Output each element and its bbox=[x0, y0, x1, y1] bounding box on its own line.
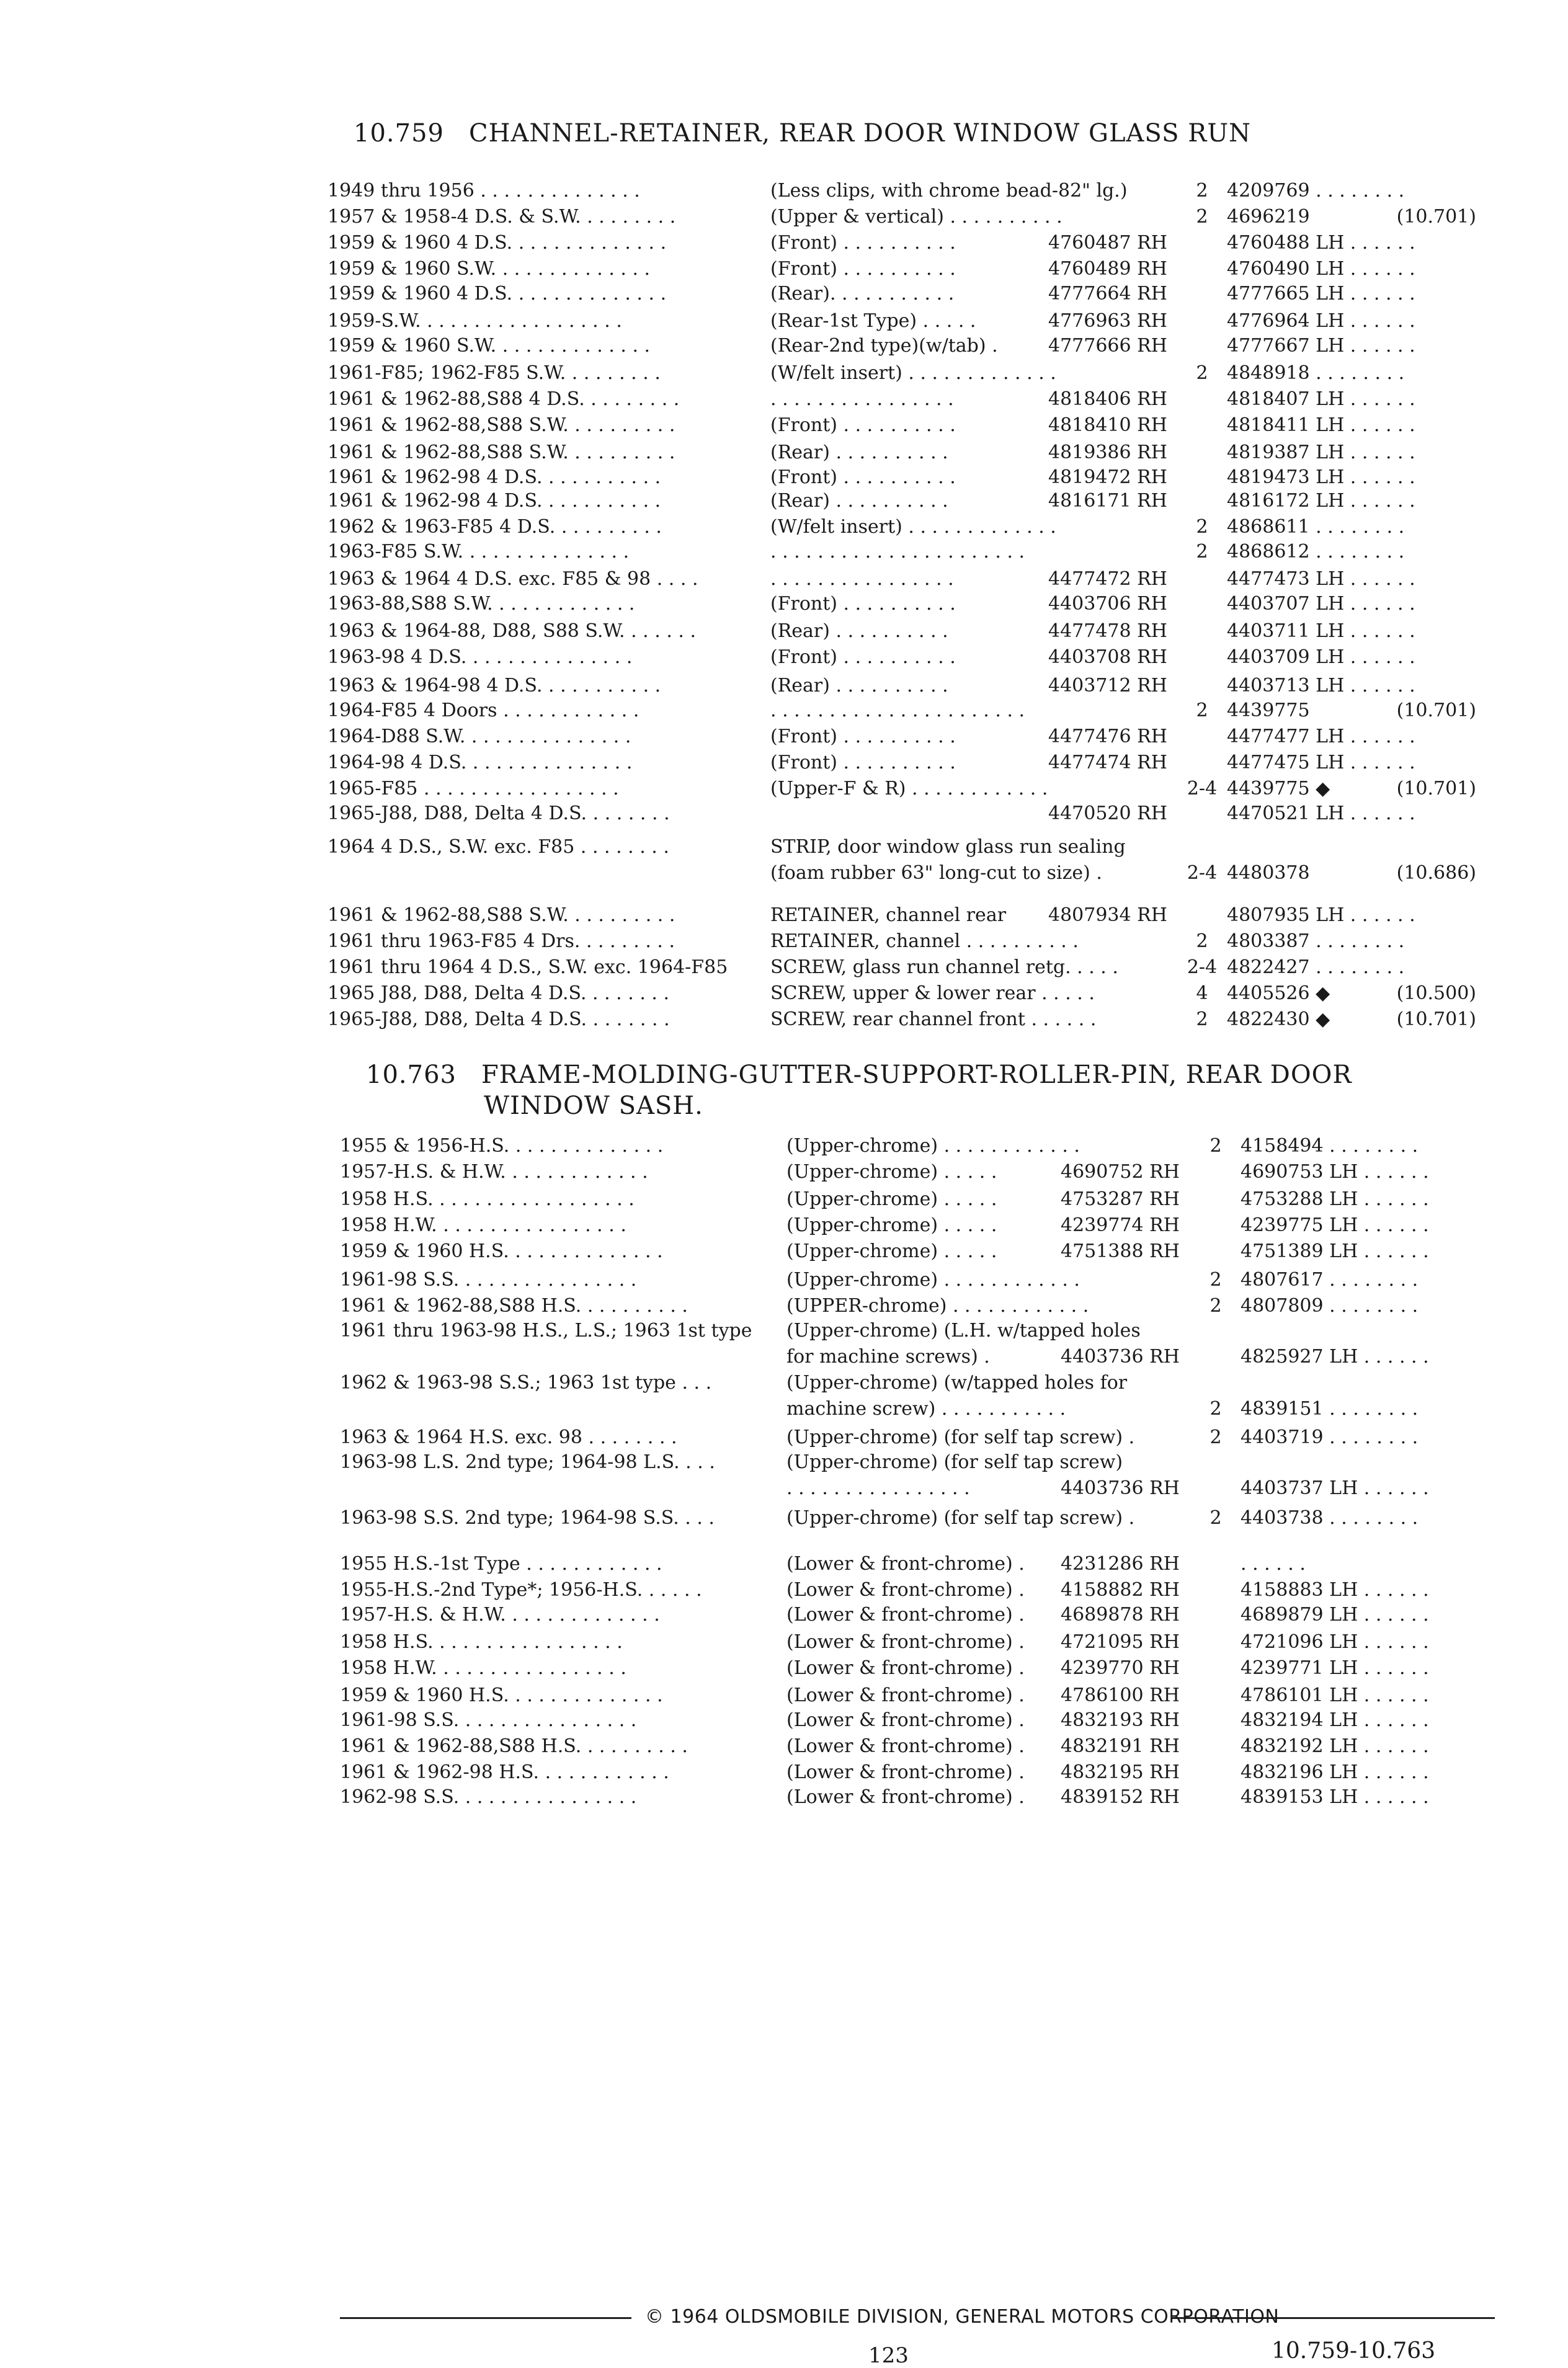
cell-rh: 4818410 RH bbox=[1048, 414, 1167, 436]
footer-rule-left bbox=[340, 2317, 631, 2319]
section-number: 10.759 bbox=[354, 119, 444, 148]
cell-pn: 4786101 LH . . . . . . bbox=[1241, 1685, 1429, 1706]
cell-rh: 4403712 RH bbox=[1048, 675, 1167, 697]
cell-pn: 4776964 LH . . . . . . bbox=[1227, 310, 1415, 332]
cell-ref: (10.701) bbox=[1396, 778, 1476, 799]
cell-desc: (foam rubber 63" long-cut to size) . bbox=[770, 862, 1102, 884]
cell-pn: 4751389 LH . . . . . . bbox=[1241, 1240, 1429, 1262]
cell-pn: 4477475 LH . . . . . . bbox=[1227, 752, 1415, 773]
cell-rh: 4786100 RH bbox=[1061, 1685, 1180, 1706]
cell-app: 1955 & 1956-H.S. . . . . . . . . . . . . . bbox=[340, 1135, 664, 1157]
table-row bbox=[0, 1477, 1568, 1502]
cell-app: 1965 J88, D88, Delta 4 D.S. . . . . . . . bbox=[327, 982, 670, 1004]
cell-rh: 4477478 RH bbox=[1048, 620, 1167, 642]
table-row bbox=[0, 1008, 1568, 1033]
section-heading: FRAME-MOLDING-GUTTER-SUPPORT-ROLLER-PIN, REAR DOOR bbox=[481, 1061, 1352, 1089]
cell-pn: 4807617 . . . . . . . . bbox=[1241, 1269, 1419, 1291]
cell-qty: 2 bbox=[1196, 180, 1208, 202]
cell-qty: 2 bbox=[1209, 1427, 1222, 1448]
cell-app: 1959 & 1960 4 D.S. . . . . . . . . . . . . . bbox=[327, 283, 667, 305]
cell-desc: (Front) . . . . . . . . . . bbox=[770, 232, 956, 254]
cell-app: 1961 & 1962-88,S88 H.S. . . . . . . . . . bbox=[340, 1295, 688, 1317]
table-row bbox=[0, 1685, 1568, 1709]
cell-app: 1955-H.S.-2nd Type*; 1956-H.S. . . . . . bbox=[340, 1579, 702, 1601]
cell-qty: 2 bbox=[1209, 1135, 1222, 1157]
table-row bbox=[0, 466, 1568, 491]
cell-rh: 4760487 RH bbox=[1048, 232, 1167, 254]
cell-qty: 2-4 bbox=[1187, 778, 1218, 799]
cell-pn: 4690753 LH . . . . . . bbox=[1241, 1161, 1429, 1183]
cell-pn: 4760488 LH . . . . . . bbox=[1227, 232, 1415, 254]
cell-pn: 4868611 . . . . . . . . bbox=[1227, 516, 1405, 538]
table-row bbox=[0, 1320, 1568, 1345]
cell-desc: (Rear). . . . . . . . . . . bbox=[770, 283, 955, 305]
cell-desc: SCREW, rear channel front . . . . . . bbox=[770, 1008, 1097, 1030]
table-row bbox=[0, 700, 1568, 724]
table-row bbox=[0, 1735, 1568, 1760]
cell-desc: (Upper-chrome) (for self tap screw) . bbox=[786, 1427, 1135, 1448]
cell-desc: (Upper-chrome) (L.H. w/tapped holes bbox=[786, 1320, 1141, 1342]
cell-qty: 2-4 bbox=[1187, 862, 1218, 884]
table-row bbox=[0, 862, 1568, 887]
copyright: © 1964 OLDSMOBILE DIVISION, GENERAL MOTORS CORPORATION bbox=[645, 2306, 1280, 2328]
cell-pn: 4439775 ◆ bbox=[1227, 778, 1330, 799]
cell-desc: (Front) . . . . . . . . . . bbox=[770, 593, 956, 615]
table-row bbox=[0, 904, 1568, 929]
table-row bbox=[0, 335, 1568, 360]
table-row bbox=[0, 836, 1568, 861]
cell-pn: 4803387 . . . . . . . . bbox=[1227, 930, 1405, 952]
cell-app: 1961 & 1962-88,S88 H.S. . . . . . . . . . bbox=[340, 1735, 688, 1757]
cell-app: 1959-S.W. . . . . . . . . . . . . . . . . . bbox=[327, 310, 622, 332]
cell-desc: (Rear) . . . . . . . . . . bbox=[770, 675, 948, 697]
cell-desc: . . . . . . . . . . . . . . . . bbox=[770, 568, 954, 590]
cell-app: 1961 & 1962-88,S88 S.W. . . . . . . . . . bbox=[327, 904, 675, 926]
table-row bbox=[0, 752, 1568, 777]
table-row bbox=[0, 1269, 1568, 1294]
table-row bbox=[0, 388, 1568, 413]
cell-qty: 2 bbox=[1196, 516, 1208, 538]
cell-app: 1959 & 1960 H.S. . . . . . . . . . . . . . bbox=[340, 1240, 663, 1262]
cell-desc: SCREW, glass run channel retg. . . . . bbox=[770, 956, 1118, 978]
cell-rh: 4753287 RH bbox=[1061, 1188, 1180, 1210]
cell-rh: 4751388 RH bbox=[1061, 1240, 1180, 1262]
cell-app: 1963 & 1964-98 4 D.S. . . . . . . . . . . bbox=[327, 675, 661, 697]
cell-rh: 4690752 RH bbox=[1061, 1161, 1180, 1183]
section-title-10-763 bbox=[366, 1061, 1352, 1089]
cell-desc: . . . . . . . . . . . . . . . . bbox=[770, 388, 954, 410]
cell-desc: (Upper-chrome) (for self tap screw) bbox=[786, 1451, 1123, 1473]
section-title-10-759 bbox=[354, 119, 1251, 148]
cell-ref: (10.500) bbox=[1396, 982, 1476, 1004]
cell-desc: (UPPER-chrome) . . . . . . . . . . . . bbox=[786, 1295, 1089, 1317]
table-row bbox=[0, 1398, 1568, 1423]
cell-app: 1963-98 S.S. 2nd type; 1964-98 S.S. . . . bbox=[340, 1507, 715, 1529]
cell-desc: (Rear-2nd type)(w/tab) . bbox=[770, 335, 998, 357]
cell-pn: 4839153 LH . . . . . . bbox=[1241, 1786, 1429, 1808]
cell-qty: 4 bbox=[1196, 982, 1208, 1004]
cell-rh: 4777664 RH bbox=[1048, 283, 1167, 305]
cell-app: 1964-F85 4 Doors . . . . . . . . . . . . bbox=[327, 700, 639, 721]
cell-app: 1949 thru 1956 . . . . . . . . . . . . . . bbox=[327, 180, 640, 202]
table-row bbox=[0, 310, 1568, 335]
page-number: 123 bbox=[868, 2343, 909, 2368]
cell-app: 1961 thru 1964 4 D.S., S.W. exc. 1964-F85 bbox=[327, 956, 728, 978]
page-range: 10.759-10.763 bbox=[1272, 2338, 1436, 2364]
cell-pn: 4158494 . . . . . . . . bbox=[1241, 1135, 1419, 1157]
cell-pn: 4403707 LH . . . . . . bbox=[1227, 593, 1415, 615]
table-row bbox=[0, 490, 1568, 515]
cell-pn: 4405526 ◆ bbox=[1227, 982, 1330, 1004]
cell-app: 1964-98 4 D.S. . . . . . . . . . . . . . . bbox=[327, 752, 633, 773]
cell-app: 1965-J88, D88, Delta 4 D.S. . . . . . . . bbox=[327, 803, 670, 824]
cell-pn: 4403713 LH . . . . . . bbox=[1227, 675, 1415, 697]
table-row bbox=[0, 232, 1568, 257]
cell-pn: 4818407 LH . . . . . . bbox=[1227, 388, 1415, 410]
cell-app: 1961-F85; 1962-F85 S.W. . . . . . . . . bbox=[327, 362, 661, 384]
cell-desc: SCREW, upper & lower rear . . . . . bbox=[770, 982, 1095, 1004]
section-number: 10.763 bbox=[366, 1061, 457, 1089]
cell-app: 1963 & 1964 4 D.S. exc. F85 & 98 . . . . bbox=[327, 568, 698, 590]
table-row bbox=[0, 541, 1568, 566]
cell-rh: 4403706 RH bbox=[1048, 593, 1167, 615]
cell-app: 1959 & 1960 4 D.S. . . . . . . . . . . . . . bbox=[327, 232, 667, 254]
cell-qty: 2 bbox=[1209, 1269, 1222, 1291]
table-row bbox=[0, 778, 1568, 803]
cell-app: 1961 & 1962-88,S88 4 D.S. . . . . . . . . bbox=[327, 388, 680, 410]
table-row bbox=[0, 1553, 1568, 1578]
cell-rh: 4777666 RH bbox=[1048, 335, 1167, 357]
cell-rh: 4839152 RH bbox=[1061, 1786, 1180, 1808]
section-heading-cont: WINDOW SASH. bbox=[484, 1092, 703, 1120]
cell-pn: 4819473 LH . . . . . . bbox=[1227, 466, 1415, 488]
cell-desc: RETAINER, channel . . . . . . . . . . bbox=[770, 930, 1079, 952]
cell-app: 1961 & 1962-88,S88 S.W. . . . . . . . . . bbox=[327, 414, 675, 436]
cell-pn: 4832194 LH . . . . . . bbox=[1241, 1709, 1429, 1731]
table-row bbox=[0, 956, 1568, 981]
table-row bbox=[0, 930, 1568, 955]
cell-app: 1957-H.S. & H.W. . . . . . . . . . . . . bbox=[340, 1161, 648, 1183]
cell-desc: (Upper-chrome) (for self tap screw) . bbox=[786, 1507, 1135, 1529]
cell-app: 1961-98 S.S. . . . . . . . . . . . . . . . bbox=[340, 1269, 637, 1291]
cell-desc: (Rear) . . . . . . . . . . bbox=[770, 620, 948, 642]
cell-rh: 4819386 RH bbox=[1048, 442, 1167, 463]
cell-pn: 4760490 LH . . . . . . bbox=[1227, 258, 1415, 280]
cell-app: 1963-F85 S.W. . . . . . . . . . . . . . . bbox=[327, 541, 630, 563]
cell-app: 1958 H.S. . . . . . . . . . . . . . . . . bbox=[340, 1631, 623, 1653]
cell-pn: 4689879 LH . . . . . . bbox=[1241, 1604, 1429, 1626]
table-row bbox=[0, 1214, 1568, 1239]
cell-rh: 4818406 RH bbox=[1048, 388, 1167, 410]
cell-desc: STRIP, door window glass run sealing bbox=[770, 836, 1126, 858]
cell-qty: 2-4 bbox=[1187, 956, 1218, 978]
cell-pn: 4403737 LH . . . . . . bbox=[1241, 1477, 1429, 1499]
cell-app: 1959 & 1960 S.W. . . . . . . . . . . . . . bbox=[327, 335, 651, 357]
cell-app: 1955 H.S.-1st Type . . . . . . . . . . . . bbox=[340, 1553, 662, 1575]
cell-qty: 2 bbox=[1196, 541, 1208, 563]
cell-rh: 4403736 RH bbox=[1061, 1346, 1180, 1368]
cell-desc: (W/felt insert) . . . . . . . . . . . . . bbox=[770, 516, 1056, 538]
table-row bbox=[0, 1427, 1568, 1451]
cell-rh: 4816171 RH bbox=[1048, 490, 1167, 512]
table-row bbox=[0, 646, 1568, 671]
cell-pn: 4477477 LH . . . . . . bbox=[1227, 726, 1415, 747]
cell-app: 1963-98 L.S. 2nd type; 1964-98 L.S. . . . bbox=[340, 1451, 715, 1473]
cell-desc: (Lower & front-chrome) . bbox=[786, 1761, 1025, 1783]
cell-desc: . . . . . . . . . . . . . . . . . . . . . . bbox=[770, 700, 1025, 721]
cell-pn: 4868612 . . . . . . . . bbox=[1227, 541, 1405, 563]
cell-rh: 4477474 RH bbox=[1048, 752, 1167, 773]
cell-desc: (Lower & front-chrome) . bbox=[786, 1709, 1025, 1731]
cell-app: 1961-98 S.S. . . . . . . . . . . . . . . . bbox=[340, 1709, 637, 1731]
cell-pn: 4848918 . . . . . . . . bbox=[1227, 362, 1405, 384]
cell-rh: 4239770 RH bbox=[1061, 1657, 1180, 1679]
cell-rh: 4470520 RH bbox=[1048, 803, 1167, 824]
section-title-10-763-line2 bbox=[484, 1092, 703, 1120]
table-row bbox=[0, 258, 1568, 283]
cell-qty: 2 bbox=[1196, 362, 1208, 384]
cell-desc: machine screw) . . . . . . . . . . . bbox=[786, 1398, 1066, 1420]
cell-pn: . . . . . . bbox=[1241, 1553, 1306, 1575]
table-row bbox=[0, 1295, 1568, 1320]
cell-pn: 4403738 . . . . . . . . bbox=[1241, 1507, 1419, 1529]
table-row bbox=[0, 1135, 1568, 1160]
cell-pn: 4825927 LH . . . . . . bbox=[1241, 1346, 1429, 1368]
cell-desc: (Less clips, with chrome bead-82" lg.) bbox=[770, 180, 1128, 202]
cell-app: 1962 & 1963-F85 4 D.S. . . . . . . . . . bbox=[327, 516, 662, 538]
cell-pn: 4721096 LH . . . . . . bbox=[1241, 1631, 1429, 1653]
table-row bbox=[0, 1372, 1568, 1397]
cell-desc: (Lower & front-chrome) . bbox=[786, 1631, 1025, 1653]
cell-pn: 4477473 LH . . . . . . bbox=[1227, 568, 1415, 590]
cell-app: 1958 H.W. . . . . . . . . . . . . . . . . bbox=[340, 1657, 626, 1679]
cell-pn: 4822430 ◆ bbox=[1227, 1008, 1330, 1030]
cell-qty: 2 bbox=[1196, 1008, 1208, 1030]
cell-pn: 4777665 LH . . . . . . bbox=[1227, 283, 1415, 305]
cell-rh: 4832193 RH bbox=[1061, 1709, 1180, 1731]
cell-qty: 2 bbox=[1209, 1295, 1222, 1317]
table-row bbox=[0, 568, 1568, 593]
table-row bbox=[0, 1188, 1568, 1213]
cell-qty: 2 bbox=[1196, 206, 1208, 228]
cell-desc: (Rear) . . . . . . . . . . bbox=[770, 442, 948, 463]
table-row bbox=[0, 206, 1568, 231]
cell-pn: 4239775 LH . . . . . . bbox=[1241, 1214, 1429, 1236]
table-row bbox=[0, 593, 1568, 618]
cell-desc: (Lower & front-chrome) . bbox=[786, 1786, 1025, 1808]
cell-rh: 4403708 RH bbox=[1048, 646, 1167, 668]
cell-app: 1962-98 S.S. . . . . . . . . . . . . . . . bbox=[340, 1786, 637, 1808]
table-row bbox=[0, 1657, 1568, 1682]
cell-pn: 4816172 LH . . . . . . bbox=[1227, 490, 1415, 512]
cell-desc: (Front) . . . . . . . . . . bbox=[770, 726, 956, 747]
cell-rh: 4689878 RH bbox=[1061, 1604, 1180, 1626]
cell-desc: (Upper-chrome) . . . . . bbox=[786, 1161, 997, 1183]
cell-app: 1961 & 1962-98 H.S. . . . . . . . . . . . bbox=[340, 1761, 669, 1783]
cell-app: 1961 & 1962-88,S88 S.W. . . . . . . . . . bbox=[327, 442, 675, 463]
cell-pn: 4158883 LH . . . . . . bbox=[1241, 1579, 1429, 1601]
cell-pn: 4822427 . . . . . . . . bbox=[1227, 956, 1405, 978]
cell-desc: (Upper-chrome) . . . . . . . . . . . . bbox=[786, 1269, 1080, 1291]
table-row bbox=[0, 1786, 1568, 1811]
table-row bbox=[0, 362, 1568, 387]
table-row bbox=[0, 1161, 1568, 1186]
cell-rh: 4832195 RH bbox=[1061, 1761, 1180, 1783]
table-row bbox=[0, 180, 1568, 205]
cell-app: 1961 thru 1963-F85 4 Drs. . . . . . . . . bbox=[327, 930, 675, 952]
table-row bbox=[0, 803, 1568, 827]
cell-desc: (Upper-chrome) . . . . . bbox=[786, 1188, 997, 1210]
cell-pn: 4470521 LH . . . . . . bbox=[1227, 803, 1415, 824]
cell-rh: 4776963 RH bbox=[1048, 310, 1167, 332]
cell-pn: 4818411 LH . . . . . . bbox=[1227, 414, 1415, 436]
table-row bbox=[0, 982, 1568, 1007]
cell-qty: 2 bbox=[1196, 700, 1208, 721]
cell-desc: (Upper-chrome) (w/tapped holes for bbox=[786, 1372, 1128, 1394]
cell-desc: (Rear) . . . . . . . . . . bbox=[770, 490, 948, 512]
table-row bbox=[0, 414, 1568, 439]
cell-app: 1961 & 1962-98 4 D.S. . . . . . . . . . . bbox=[327, 466, 661, 488]
cell-app: 1963-88,S88 S.W. . . . . . . . . . . . . bbox=[327, 593, 635, 615]
cell-desc: (Front) . . . . . . . . . . bbox=[770, 258, 956, 280]
cell-ref: (10.701) bbox=[1396, 1008, 1476, 1030]
cell-desc: (Front) . . . . . . . . . . bbox=[770, 466, 956, 488]
cell-qty: 2 bbox=[1209, 1507, 1222, 1529]
cell-rh: 4760489 RH bbox=[1048, 258, 1167, 280]
cell-pn: 4832192 LH . . . . . . bbox=[1241, 1735, 1429, 1757]
section-heading: CHANNEL-RETAINER, REAR DOOR WINDOW GLASS RUN bbox=[468, 119, 1252, 148]
cell-app: 1965-F85 . . . . . . . . . . . . . . . . . bbox=[327, 778, 619, 799]
cell-desc: . . . . . . . . . . . . . . . . . . . . . . bbox=[770, 541, 1025, 563]
cell-desc: (Lower & front-chrome) . bbox=[786, 1657, 1025, 1679]
cell-desc: RETAINER, channel rear bbox=[770, 904, 1007, 926]
cell-rh: 4807934 RH bbox=[1048, 904, 1167, 926]
table-row bbox=[0, 1709, 1568, 1734]
cell-rh: 4477472 RH bbox=[1048, 568, 1167, 590]
cell-app: 1957-H.S. & H.W. . . . . . . . . . . . . . bbox=[340, 1604, 660, 1626]
cell-pn: 4839151 . . . . . . . . bbox=[1241, 1398, 1419, 1420]
cell-pn: 4832196 LH . . . . . . bbox=[1241, 1761, 1429, 1783]
cell-desc: (Upper-chrome) . . . . . . . . . . . . bbox=[786, 1135, 1080, 1157]
cell-desc: (Lower & front-chrome) . bbox=[786, 1579, 1025, 1601]
cell-pn: 4439775 bbox=[1227, 700, 1310, 721]
cell-desc: (Lower & front-chrome) . bbox=[786, 1685, 1025, 1706]
cell-qty: 2 bbox=[1209, 1398, 1222, 1420]
cell-app: 1964-D88 S.W. . . . . . . . . . . . . . . bbox=[327, 726, 631, 747]
table-row bbox=[0, 675, 1568, 700]
cell-pn: 4403719 . . . . . . . . bbox=[1241, 1427, 1419, 1448]
cell-desc: (Upper-F & R) . . . . . . . . . . . . bbox=[770, 778, 1048, 799]
cell-pn: 4239771 LH . . . . . . bbox=[1241, 1657, 1429, 1679]
cell-desc: (Front) . . . . . . . . . . bbox=[770, 414, 956, 436]
cell-rh: 4239774 RH bbox=[1061, 1214, 1180, 1236]
cell-ref: (10.701) bbox=[1396, 206, 1476, 228]
cell-ref: (10.701) bbox=[1396, 700, 1476, 721]
table-row bbox=[0, 1761, 1568, 1786]
cell-pn: 4819387 LH . . . . . . bbox=[1227, 442, 1415, 463]
cell-app: 1961 & 1962-98 4 D.S. . . . . . . . . . . bbox=[327, 490, 661, 512]
cell-app: 1959 & 1960 H.S. . . . . . . . . . . . . . bbox=[340, 1685, 663, 1706]
table-row bbox=[0, 1346, 1568, 1371]
cell-pn: 4209769 . . . . . . . . bbox=[1227, 180, 1405, 202]
cell-desc: (W/felt insert) . . . . . . . . . . . . . bbox=[770, 362, 1056, 384]
cell-pn: 4480378 bbox=[1227, 862, 1310, 884]
cell-pn: 4807809 . . . . . . . . bbox=[1241, 1295, 1419, 1317]
table-row bbox=[0, 1579, 1568, 1604]
table-row bbox=[0, 1507, 1568, 1532]
cell-desc: for machine screws) . bbox=[786, 1346, 990, 1368]
table-row bbox=[0, 442, 1568, 466]
cell-desc: (Front) . . . . . . . . . . bbox=[770, 752, 956, 773]
cell-rh: 4231286 RH bbox=[1061, 1553, 1180, 1575]
cell-app: 1957 & 1958-4 D.S. & S.W. . . . . . . . . bbox=[327, 206, 676, 228]
cell-app: 1963 & 1964-88, D88, S88 S.W. . . . . . . bbox=[327, 620, 696, 642]
cell-app: 1965-J88, D88, Delta 4 D.S. . . . . . . . bbox=[327, 1008, 670, 1030]
cell-desc: (Lower & front-chrome) . bbox=[786, 1553, 1025, 1575]
cell-app: 1963-98 4 D.S. . . . . . . . . . . . . . . bbox=[327, 646, 633, 668]
cell-desc: (Upper & vertical) . . . . . . . . . . bbox=[770, 206, 1062, 228]
cell-qty: 2 bbox=[1196, 930, 1208, 952]
cell-rh: 4721095 RH bbox=[1061, 1631, 1180, 1653]
cell-app: 1958 H.W. . . . . . . . . . . . . . . . . bbox=[340, 1214, 626, 1236]
cell-pn: 4403709 LH . . . . . . bbox=[1227, 646, 1415, 668]
cell-rh: 4832191 RH bbox=[1061, 1735, 1180, 1757]
cell-desc: (Lower & front-chrome) . bbox=[786, 1604, 1025, 1626]
table-row bbox=[0, 283, 1568, 308]
cell-app: 1958 H.S. . . . . . . . . . . . . . . . . . bbox=[340, 1188, 635, 1210]
cell-app: 1964 4 D.S., S.W. exc. F85 . . . . . . . . bbox=[327, 836, 669, 858]
cell-pn: 4807935 LH . . . . . . bbox=[1227, 904, 1415, 926]
table-row bbox=[0, 1631, 1568, 1656]
cell-desc: (Rear-1st Type) . . . . . bbox=[770, 310, 976, 332]
cell-pn: 4777667 LH . . . . . . bbox=[1227, 335, 1415, 357]
table-row bbox=[0, 1604, 1568, 1629]
cell-rh: 4477476 RH bbox=[1048, 726, 1167, 747]
cell-rh: 4158882 RH bbox=[1061, 1579, 1180, 1601]
table-row bbox=[0, 1240, 1568, 1265]
cell-desc: (Lower & front-chrome) . bbox=[786, 1735, 1025, 1757]
table-row bbox=[0, 726, 1568, 750]
cell-pn: 4403711 LH . . . . . . bbox=[1227, 620, 1415, 642]
cell-desc: . . . . . . . . . . . . . . . . bbox=[786, 1477, 970, 1499]
cell-rh: 4819472 RH bbox=[1048, 466, 1167, 488]
cell-pn: 4753288 LH . . . . . . bbox=[1241, 1188, 1429, 1210]
table-row bbox=[0, 620, 1568, 645]
cell-app: 1962 & 1963-98 S.S.; 1963 1st type . . . bbox=[340, 1372, 712, 1394]
table-row bbox=[0, 516, 1568, 541]
cell-app: 1963 & 1964 H.S. exc. 98 . . . . . . . . bbox=[340, 1427, 677, 1448]
cell-app: 1961 thru 1963-98 H.S., L.S.; 1963 1st type bbox=[340, 1320, 752, 1342]
cell-app: 1959 & 1960 S.W. . . . . . . . . . . . . . bbox=[327, 258, 651, 280]
cell-ref: (10.686) bbox=[1396, 862, 1476, 884]
cell-desc: (Front) . . . . . . . . . . bbox=[770, 646, 956, 668]
table-row bbox=[0, 1451, 1568, 1476]
cell-desc: (Upper-chrome) . . . . . bbox=[786, 1214, 997, 1236]
cell-pn: 4696219 bbox=[1227, 206, 1310, 228]
cell-desc: (Upper-chrome) . . . . . bbox=[786, 1240, 997, 1262]
cell-rh: 4403736 RH bbox=[1061, 1477, 1180, 1499]
